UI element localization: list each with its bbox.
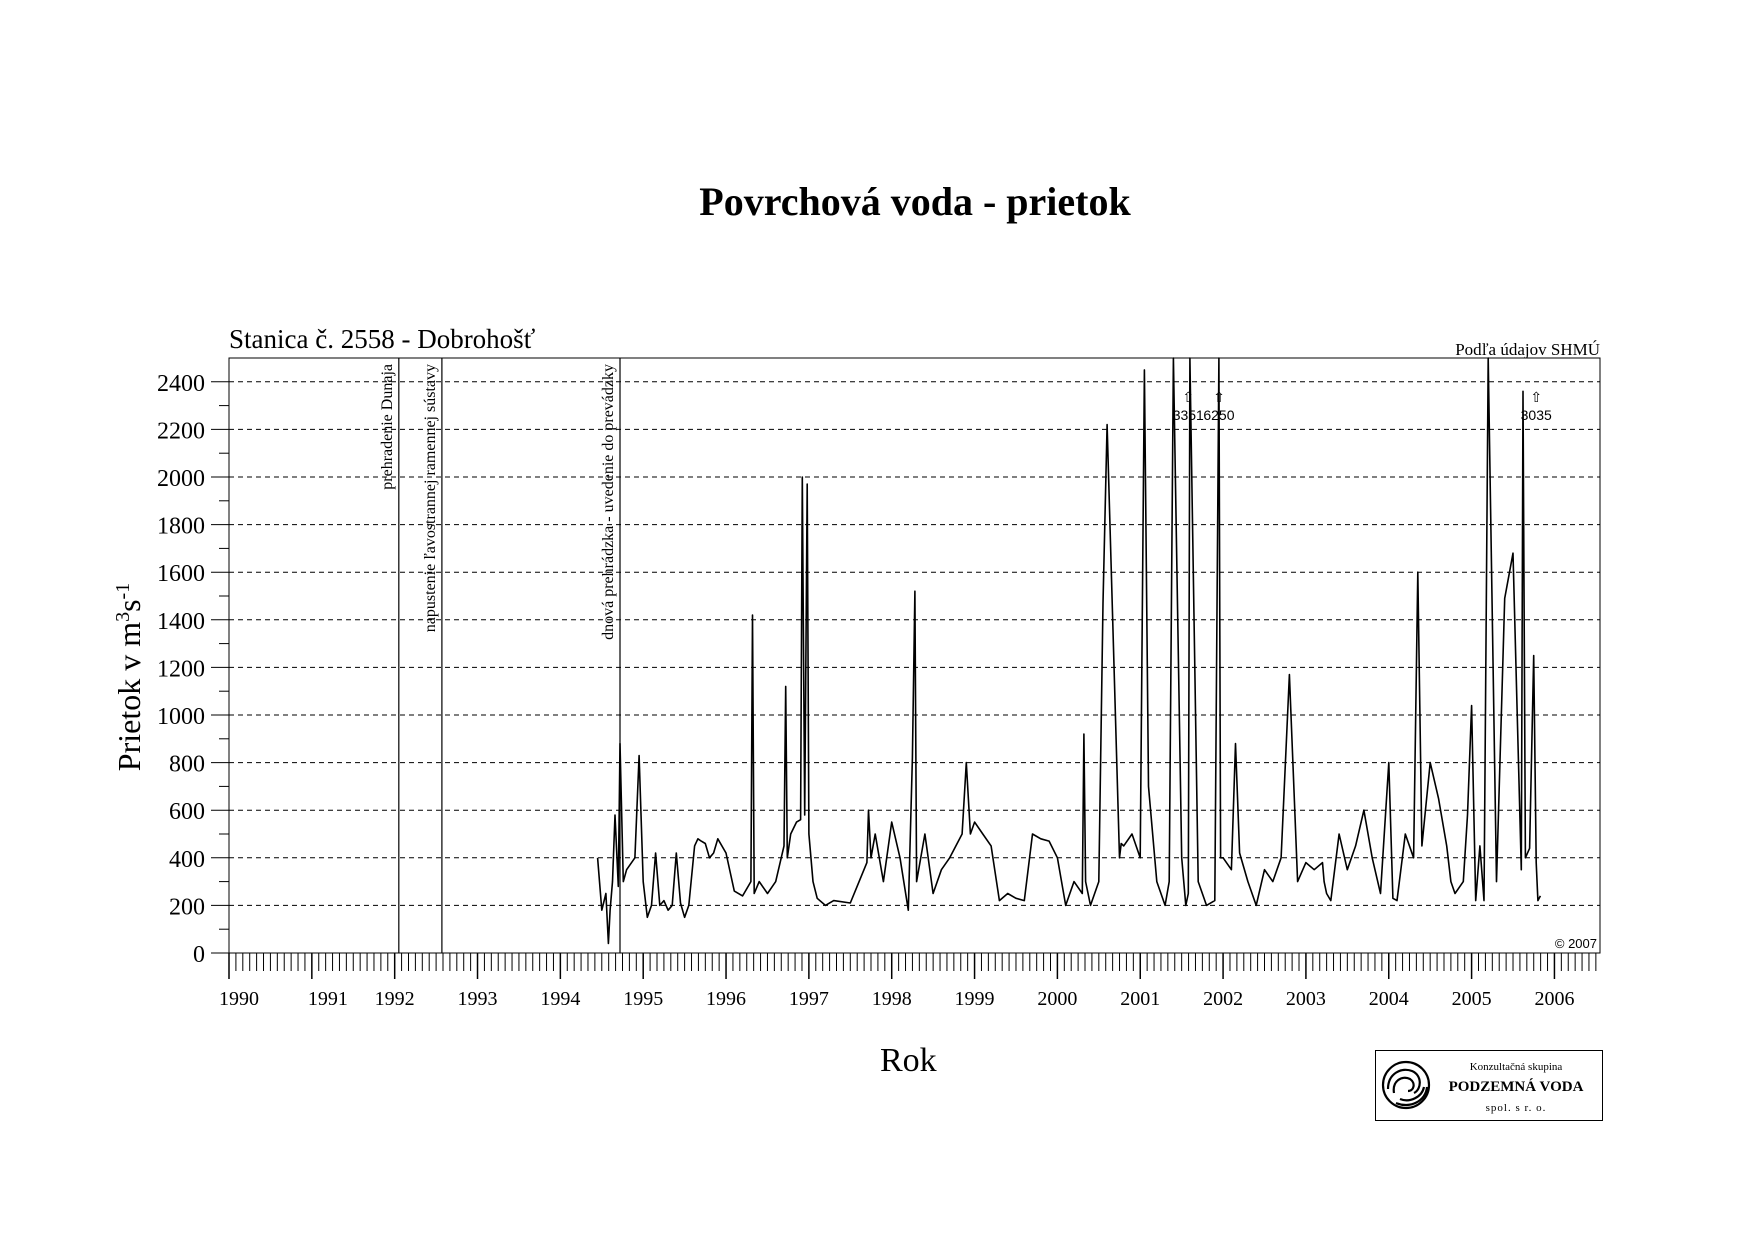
offscale-peak-label: 3351 bbox=[1172, 407, 1204, 423]
ylabel-sup1: 3 bbox=[112, 611, 134, 622]
x-tick-label: 1998 bbox=[871, 988, 912, 1010]
y-tick-label: 1200 bbox=[157, 656, 205, 683]
series-line bbox=[598, 358, 1541, 944]
event-label: prehradenie Dunaja bbox=[378, 364, 396, 490]
y-tick-label: 800 bbox=[169, 751, 205, 778]
ylabel-main: Prietok v m bbox=[111, 621, 147, 772]
x-tick-label: 1993 bbox=[457, 988, 498, 1010]
y-axis-label bbox=[111, 583, 147, 771]
offscale-peak-label: 6250 bbox=[1203, 407, 1235, 423]
y-tick-label: 2400 bbox=[157, 370, 205, 397]
x-tick-label: 1990 bbox=[219, 988, 259, 1010]
x-axis-label: Rok bbox=[880, 1042, 937, 1079]
event-label: napustenie ľavostrannej ramennej sústavy bbox=[421, 364, 439, 633]
series-layer bbox=[598, 358, 1552, 944]
x-tick-label: 1994 bbox=[540, 988, 581, 1010]
x-tick-label: 2006 bbox=[1534, 988, 1575, 1010]
copyright: © 2007 bbox=[1554, 936, 1597, 951]
y-tick-label: 1600 bbox=[157, 561, 205, 588]
x-tick-label: 2000 bbox=[1037, 988, 1078, 1010]
source-note: Podľa údajov SHMÚ bbox=[1455, 340, 1600, 359]
y-tick-label: 2000 bbox=[157, 466, 205, 492]
chart-subtitle: Stanica č. 2558 - Dobrohošť bbox=[229, 324, 536, 354]
x-tick-label: 2002 bbox=[1203, 988, 1244, 1010]
x-tick-label: 1992 bbox=[374, 988, 415, 1010]
x-tick-label: 1996 bbox=[706, 988, 747, 1010]
x-tick-label: 1991 bbox=[307, 988, 348, 1010]
ylabel-mid: s bbox=[111, 599, 147, 612]
y-tick-label: 200 bbox=[169, 894, 205, 921]
x-tick-label: 1997 bbox=[788, 988, 829, 1010]
logo-line2: PODZEMNÁ VODA bbox=[1448, 1079, 1584, 1095]
event-markers bbox=[379, 358, 620, 953]
x-tick-label: 1999 bbox=[954, 988, 995, 1010]
y-tick-label: 400 bbox=[169, 846, 205, 873]
up-arrow-icon: ⇧ bbox=[1530, 390, 1543, 406]
y-tick-label: 1000 bbox=[157, 704, 205, 730]
ylabel-sup2: -1 bbox=[112, 582, 134, 600]
x-tick-label: 2003 bbox=[1285, 988, 1326, 1010]
x-tick-label: 2004 bbox=[1368, 988, 1409, 1010]
y-tick-label: 2200 bbox=[157, 418, 205, 445]
chart-title: Povrchová voda - prietok bbox=[699, 179, 1131, 224]
axes-layer bbox=[157, 358, 1600, 1010]
event-label: dnová prehrádzka - uvedenie do prevádzky bbox=[600, 364, 618, 640]
y-tick-label: 1800 bbox=[157, 513, 205, 540]
y-tick-label: 600 bbox=[169, 799, 205, 826]
up-arrow-icon: ⇧ bbox=[1213, 390, 1225, 406]
logo-line1: Konzultačná skupina bbox=[1469, 1061, 1563, 1073]
company-logo bbox=[1375, 1050, 1603, 1121]
logo-spiral-icon bbox=[1380, 1059, 1432, 1111]
offscale-peak-label: 3035 bbox=[1520, 407, 1552, 423]
y-tick-label: 0 bbox=[193, 942, 205, 968]
y-tick-label: 1400 bbox=[157, 608, 205, 635]
up-arrow-icon: ⇧ bbox=[1182, 390, 1195, 406]
x-tick-label: 1995 bbox=[623, 988, 664, 1010]
x-tick-label: 2005 bbox=[1451, 988, 1492, 1010]
x-tick-label: 2001 bbox=[1120, 988, 1161, 1010]
logo-line3: spol. s r. o. bbox=[1485, 1102, 1547, 1114]
